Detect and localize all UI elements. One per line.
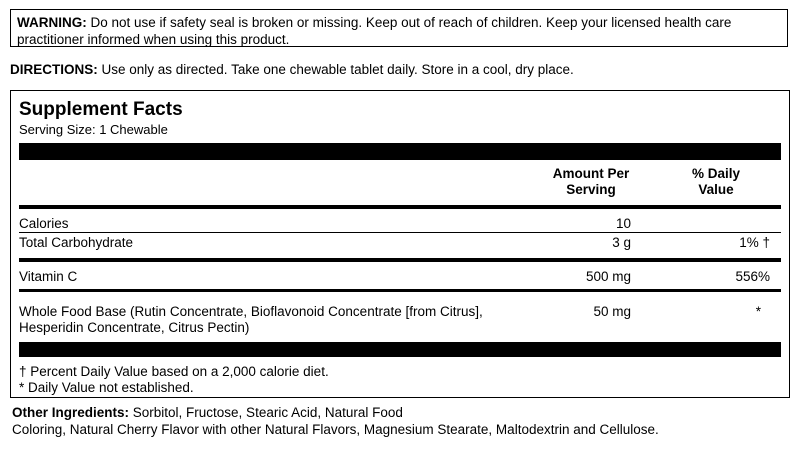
warning-text: Do not use if safety seal is broken or missing. Keep out of reach of children. Keep your licensed health care practitioner informed when using this product. <box>17 15 732 47</box>
warning-box <box>10 9 788 47</box>
row-whole-food-amount: 50 mg <box>593 304 631 319</box>
row-whole-food-dv: * <box>755 304 761 319</box>
dv-header-line2: Value <box>698 182 734 197</box>
row-whole-food-name <box>19 304 539 336</box>
serving-size: Serving Size: 1 Chewable <box>19 122 168 137</box>
row-calories-name: Calories <box>19 216 69 231</box>
row-vitamin-c-dv: 556% <box>735 269 770 284</box>
section-rule <box>19 258 781 262</box>
row-carb-dv: 1% † <box>739 235 770 250</box>
other-ingredients-label: Other Ingredients: <box>12 405 130 420</box>
footnote-not-established: * Daily Value not established. <box>19 380 194 395</box>
facts-top-bar <box>19 143 781 160</box>
daily-value-header <box>661 166 771 198</box>
whole-food-line2: Hesperidin Concentrate, Citrus Pectin) <box>19 320 250 335</box>
section-rule <box>19 289 781 292</box>
footnote-daily-value: † Percent Daily Value based on a 2,000 calorie diet. <box>19 364 329 379</box>
amount-per-serving-header <box>531 166 651 198</box>
row-vitamin-c-name: Vitamin C <box>19 269 78 284</box>
amount-header-line2: Serving <box>566 182 616 197</box>
warning-label: WARNING: <box>17 15 87 30</box>
row-divider <box>19 232 781 233</box>
other-ingredients-text: Sorbitol, Fructose, Stearic Acid, Natural Food <box>129 405 403 420</box>
other-ingredients-text-line2: Coloring, Natural Cherry Flavor with other Natural Flavors, Magnesium Stearate, Maltodextrin and Cellulose. <box>12 422 659 437</box>
facts-title: Supplement Facts <box>19 99 183 120</box>
amount-header-line1: Amount Per <box>552 166 630 181</box>
row-calories-amount: 10 <box>615 216 631 231</box>
directions <box>10 61 790 78</box>
directions-label: DIRECTIONS: <box>10 62 98 77</box>
whole-food-line1: Whole Food Base (Rutin Concentrate, Bioflavonoid Concentrate [from Citrus], <box>19 304 483 319</box>
other-ingredients <box>12 404 792 438</box>
row-vitamin-c-amount: 500 mg <box>585 269 631 284</box>
supplement-facts-panel <box>10 90 790 398</box>
directions-text: Use only as directed. Take one chewable tablet daily. Store in a cool, dry place. <box>97 62 574 77</box>
dv-header-line1: % Daily <box>691 166 741 181</box>
facts-bottom-bar <box>19 342 781 357</box>
row-carb-amount: 3 g <box>612 235 631 250</box>
row-carb-name: Total Carbohydrate <box>19 235 134 250</box>
header-rule <box>19 205 781 209</box>
